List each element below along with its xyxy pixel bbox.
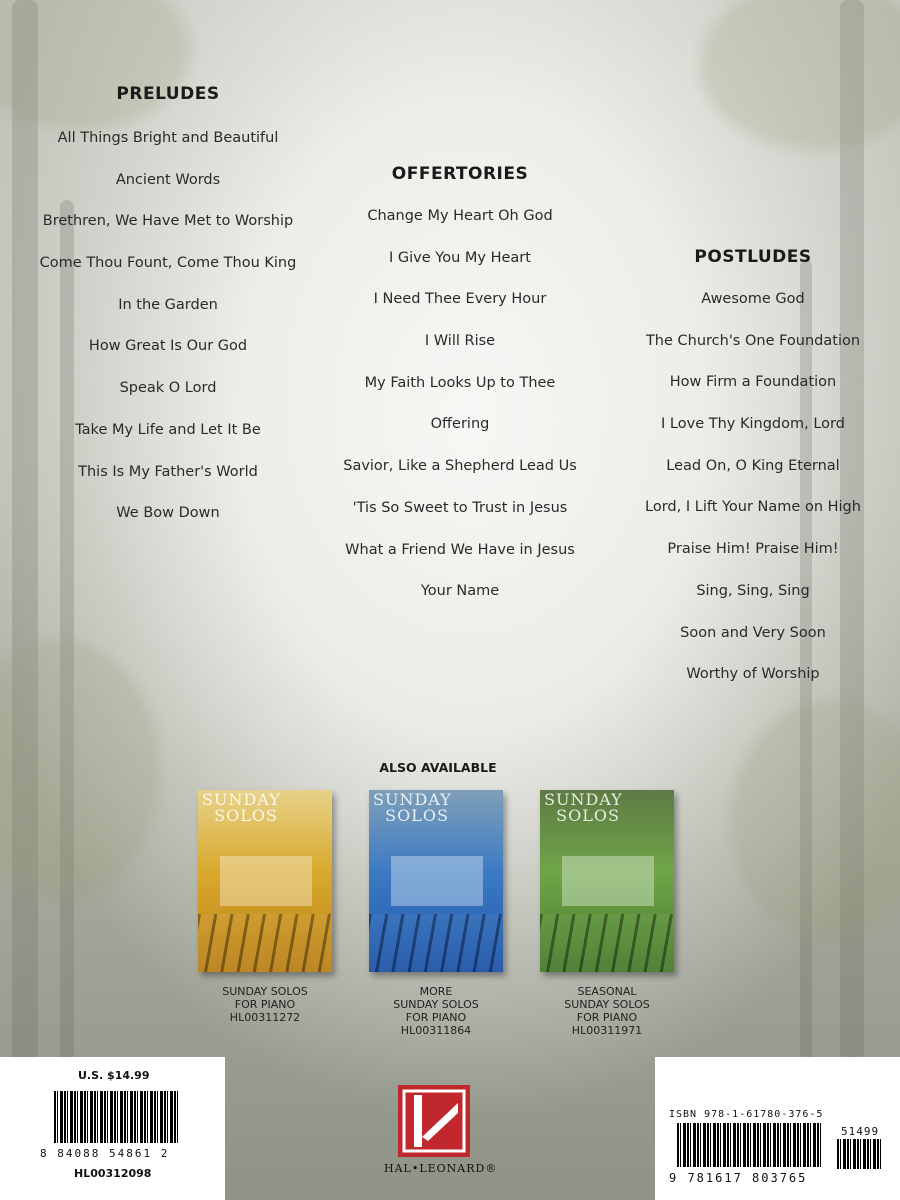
- list-item: Take My Life and Let It Be: [75, 421, 261, 438]
- list-item: Awesome God: [701, 291, 805, 307]
- postludes-list: [603, 279, 900, 696]
- publisher-name: HAL•LEONARD®: [384, 1162, 498, 1175]
- list-item: How Firm a Foundation: [669, 374, 837, 391]
- book-cover-title: SUNDAY SOLOS: [373, 790, 452, 825]
- list-item: I Need Thee Every Hour: [373, 291, 547, 308]
- foliage-decoration: [700, 0, 900, 150]
- list-item: Offering: [430, 416, 490, 433]
- list-item: Worthy of Worship: [686, 666, 820, 683]
- price-barcode-icon: [837, 1139, 881, 1169]
- list-item: I Love Thy Kingdom, Lord: [661, 416, 845, 433]
- isbn-barcode-box: [655, 1057, 900, 1200]
- book-caption: SUNDAY SOLOS FOR PIANO HL00311272: [222, 985, 308, 1024]
- hal-leonard-logo-icon: [398, 1085, 470, 1157]
- book-cover-panel: [391, 856, 483, 906]
- list-item: 'Tis So Sweet to Trust in Jesus: [352, 499, 568, 516]
- list-item: My Faith Looks Up to Thee: [364, 374, 556, 391]
- preludes-heading: PRELUDES: [116, 84, 220, 104]
- list-item: Lord, I Lift Your Name on High: [645, 499, 861, 516]
- upc-digits: 8 84088 54861 2: [40, 1147, 170, 1160]
- book-cover-panel: [220, 856, 312, 906]
- list-item: In the Garden: [118, 296, 218, 313]
- list-item: All Things Bright and Beautiful: [57, 130, 279, 146]
- list-item: Change My Heart Oh God: [367, 208, 553, 224]
- book-cover-more-sunday-solos: [369, 790, 503, 972]
- price-code: 51499: [841, 1125, 880, 1138]
- postludes-heading: POSTLUDES: [694, 247, 812, 267]
- preludes-list: [18, 118, 318, 535]
- isbn-text: ISBN 978-1-61780-376-5: [669, 1109, 824, 1120]
- book-caption: SEASONAL SUNDAY SOLOS FOR PIANO HL00311971: [564, 985, 650, 1037]
- book-cover-title: SUNDAY SOLOS: [544, 790, 623, 825]
- offertories-heading: OFFERTORIES: [391, 164, 529, 184]
- postludes-column: [603, 247, 900, 696]
- list-item: Brethren, We Have Met to Worship: [42, 213, 294, 230]
- list-item: I Give You My Heart: [389, 249, 531, 266]
- upc-barcode-icon: [54, 1091, 180, 1143]
- preludes-column: [18, 84, 318, 535]
- list-item: The Church's One Foundation: [645, 332, 861, 349]
- list-item: Come Thou Fount, Come Thou King: [39, 255, 297, 272]
- book-caption: MORE SUNDAY SOLOS FOR PIANO HL00311864: [393, 985, 479, 1037]
- list-item: Savior, Like a Shepherd Lead Us: [343, 458, 577, 475]
- piano-keys-image: [369, 914, 503, 972]
- price-label: U.S. $14.99: [78, 1069, 150, 1082]
- isbn-barcode-icon: [677, 1123, 821, 1167]
- list-item: How Great Is Our God: [88, 338, 248, 355]
- list-item: This Is My Father's World: [78, 463, 258, 480]
- book-cover-seasonal-sunday-solos: [540, 790, 674, 972]
- book-cover-sunday-solos: [198, 790, 332, 972]
- list-item: We Bow Down: [116, 505, 220, 522]
- offertories-list: [310, 196, 610, 613]
- list-item: What a Friend We Have in Jesus: [345, 541, 575, 558]
- list-item: Your Name: [420, 583, 500, 600]
- also-available-heading: ALSO AVAILABLE: [379, 760, 497, 775]
- offertories-column: [310, 164, 610, 613]
- list-item: Sing, Sing, Sing: [696, 582, 810, 599]
- book-cover-title: SUNDAY SOLOS: [202, 790, 281, 825]
- ean-digits: 9 781617 803765: [669, 1171, 808, 1185]
- list-item: Praise Him! Praise Him!: [667, 541, 839, 558]
- list-item: I Will Rise: [424, 333, 496, 350]
- price-barcode-box: [0, 1057, 225, 1200]
- list-item: Speak O Lord: [119, 380, 217, 397]
- book-cover-panel: [562, 856, 654, 906]
- list-item: Lead On, O King Eternal: [666, 457, 840, 474]
- piano-keys-image: [540, 914, 674, 972]
- piano-keys-image: [198, 914, 332, 972]
- item-number: HL00312098: [74, 1167, 152, 1180]
- foliage-decoration: [730, 700, 900, 940]
- list-item: Ancient Words: [115, 171, 221, 188]
- list-item: Soon and Very Soon: [680, 624, 826, 641]
